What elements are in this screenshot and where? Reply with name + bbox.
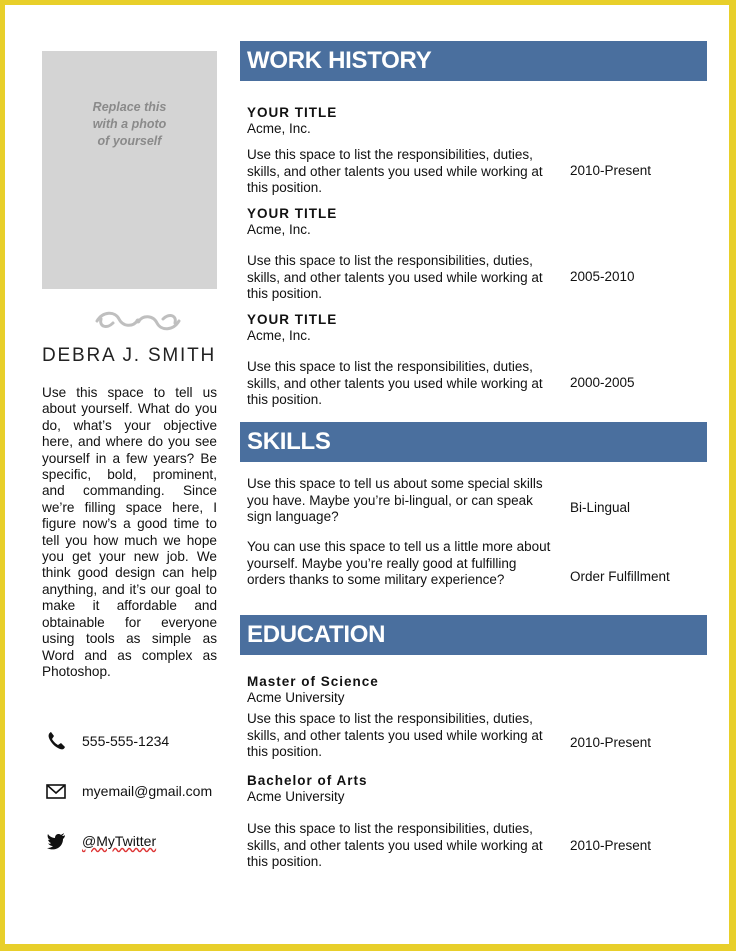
education-description: Use this space to list the responsibilities, duties, skills, and other talents you used while working at this position. — [247, 821, 543, 869]
degree-title: Bachelor of Arts — [247, 773, 368, 788]
education-entry — [247, 773, 707, 805]
education-dates: 2010-Present — [570, 735, 652, 750]
skill-name: Order Fulfillment — [570, 569, 670, 584]
contact-twitter — [45, 830, 235, 854]
education-heading: EDUCATION — [247, 621, 386, 648]
job-title: YOUR TITLE — [247, 105, 338, 120]
about-paragraph: Use this space to tell us about yourself. What do you do, what’s your objective here, and where do you see yourself in a few years? Be specific, bold, prominent, and commanding. Since we’re filling space here, I figure now’s a good time to tell you how much we hope you get your new job. We think good design can help anything, and it’s our goal to make it affordable and obtainable for everyone using tools as simple as Word and as complex as Photoshop. — [42, 385, 217, 679]
work-history-header — [240, 41, 707, 81]
job-title: YOUR TITLE — [247, 206, 338, 221]
twitter-handle[interactable]: @MyTwitter — [82, 833, 157, 849]
education-description: Use this space to list the responsibilities, duties, skills, and other talents you used while working at this position. — [247, 711, 543, 759]
flourish-ornament-icon — [93, 307, 183, 335]
job-title: YOUR TITLE — [247, 312, 338, 327]
photo-placeholder-text — [42, 99, 217, 150]
phone-number[interactable]: 555-555-1234 — [82, 733, 170, 749]
skill-name: Bi-Lingual — [570, 500, 631, 515]
resume-page — [5, 5, 729, 944]
work-entry — [247, 105, 707, 137]
skill-description: Use this space to tell us about some special skills you have. Maybe you’re bi-lingual, or can speak sign language? — [247, 476, 543, 524]
education-entry — [247, 674, 707, 706]
work-entry — [247, 206, 707, 238]
photo-placeholder[interactable] — [42, 51, 217, 289]
job-dates: 2010-Present — [570, 163, 652, 178]
photo-placeholder-line: with a photo — [92, 117, 167, 131]
photo-placeholder-line: of yourself — [97, 134, 162, 148]
job-dates: 2000-2005 — [570, 375, 635, 390]
company-name: Acme, Inc. — [247, 222, 311, 237]
job-description: Use this space to list the responsibilities, duties, skills, and other talents you used while working at this position. — [247, 253, 543, 301]
company-name: Acme, Inc. — [247, 121, 311, 136]
contact-email — [45, 780, 235, 804]
education-header — [240, 615, 707, 655]
contact-phone — [45, 730, 235, 754]
school-name: Acme University — [247, 690, 345, 705]
work-entry — [247, 312, 707, 344]
phone-icon — [45, 730, 67, 752]
twitter-bird-icon — [45, 830, 67, 852]
work-history-heading: WORK HISTORY — [247, 47, 432, 74]
education-dates: 2010-Present — [570, 838, 652, 853]
job-description: Use this space to list the responsibilities, duties, skills, and other talents you used while working at this position. — [247, 359, 543, 407]
job-dates: 2005-2010 — [570, 269, 635, 284]
job-description: Use this space to list the responsibilities, duties, skills, and other talents you used while working at this position. — [247, 147, 543, 195]
envelope-icon — [45, 780, 67, 802]
degree-title: Master of Science — [247, 674, 379, 689]
company-name: Acme, Inc. — [247, 328, 311, 343]
skills-heading: SKILLS — [247, 428, 331, 455]
skills-header — [240, 422, 707, 462]
photo-placeholder-line: Replace this — [92, 100, 167, 114]
school-name: Acme University — [247, 789, 345, 804]
email-address[interactable]: myemail@gmail.com — [82, 783, 213, 799]
skill-description: You can use this space to tell us a little more about yourself. Maybe you’re really good at fulfilling orders thanks to some military experience? — [247, 539, 551, 587]
candidate-name: DEBRA J. SMITH — [42, 345, 217, 366]
